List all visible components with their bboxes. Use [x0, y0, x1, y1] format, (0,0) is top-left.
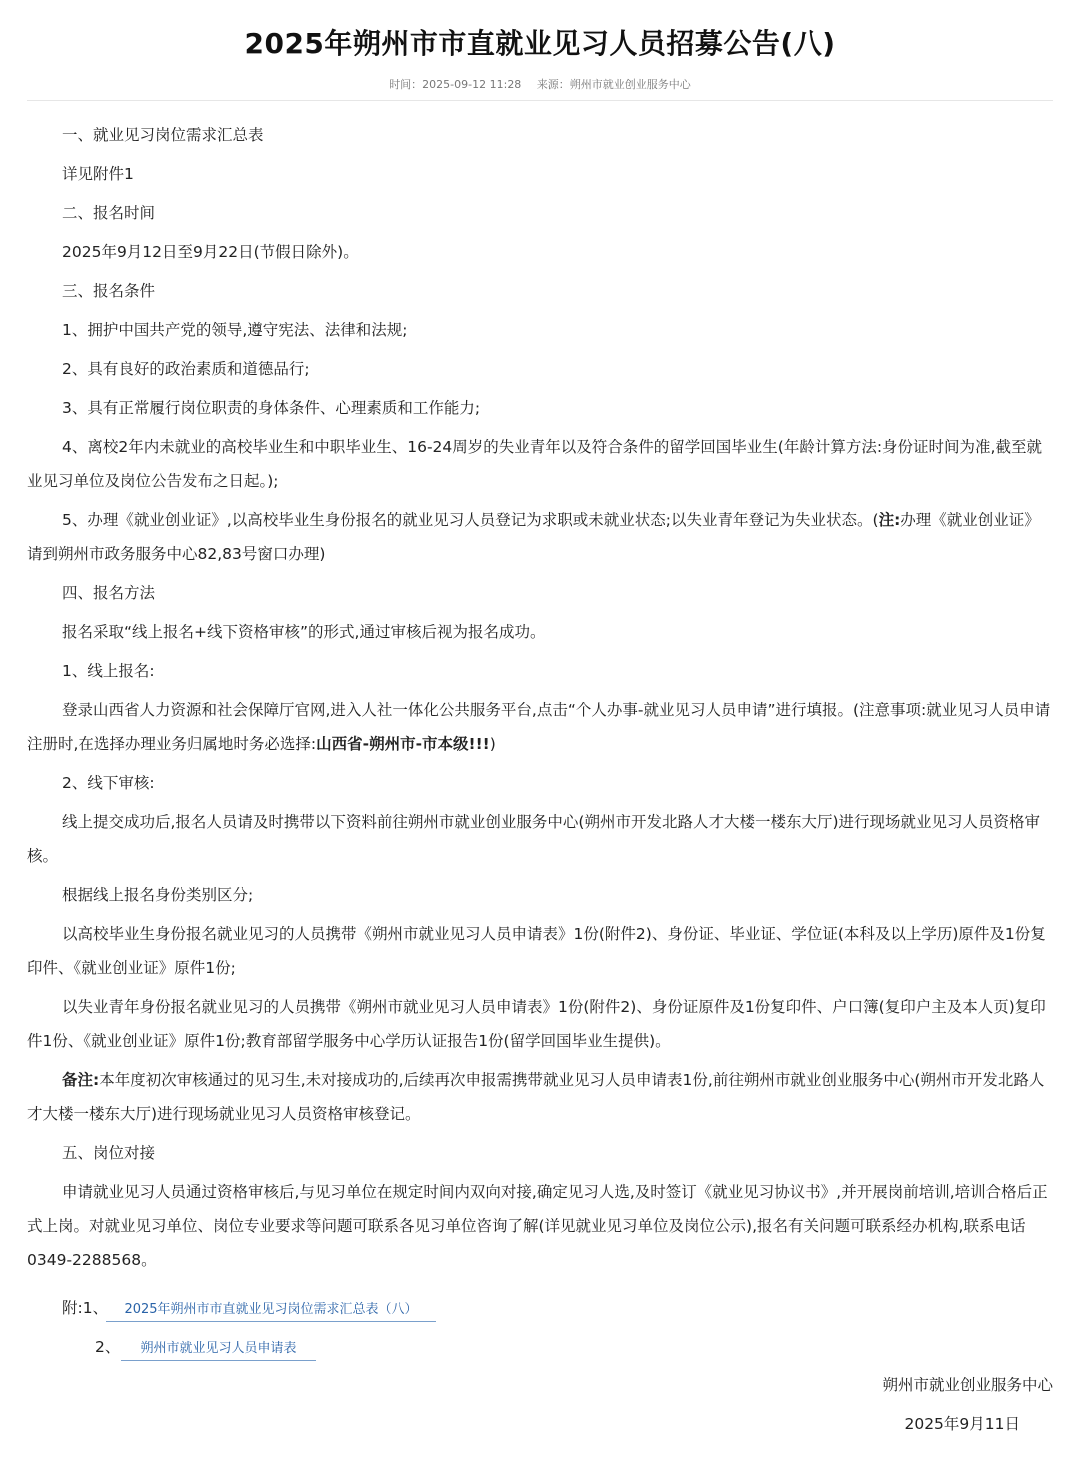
page-title: 2025年朔州市市直就业见习人员招募公告(八)	[244, 27, 836, 60]
paragraph-text: )	[489, 735, 496, 753]
article-source: 来源：朔州市就业创业服务中心	[536, 78, 691, 91]
attachment-link-1[interactable]: 2025年朔州市市直就业见习岗位需求汇总表（八）	[106, 1298, 436, 1322]
condition-item: 2、具有良好的政治素质和道德品行;	[62, 360, 310, 378]
condition-item: 1、拥护中国共产党的领导,遵守宪法、法律和法规;	[62, 321, 408, 339]
paragraph: 详见附件1	[62, 165, 134, 183]
note-label: 备注:	[62, 1071, 100, 1089]
condition-item: 3、具有正常履行岗位职责的身体条件、心理素质和工作能力;	[62, 399, 481, 417]
note-paragraph	[27, 1063, 1053, 1131]
condition-item: 4、离校2年内未就业的高校毕业生和中职毕业生、16-24周岁的失业青年以及符合条件的留学回国毕业生(年龄计算方法:身份证时间为准,截至就业见习单位及岗位公告发布之日起。);	[27, 438, 1042, 490]
condition-text: 5、办理《就业创业证》,以高校毕业生身份报名的就业见习人员登记为求职或未就业状态;以失业青年登记为失业状态。(	[62, 511, 879, 529]
attachment-link-2[interactable]: 朔州市就业见习人员申请表	[121, 1337, 316, 1361]
paragraph: 以失业青年身份报名就业见习的人员携带《朔州市就业见习人员申请表》1份(附件2)、身份证原件及1份复印件、户口簿(复印户主及本人页)复印件1份、《就业创业证》原件1份;教育部留学服务中心学历认证报告1份(留学回国毕业生提供)。	[27, 998, 1046, 1050]
paragraph: 2025年9月12日至9月22日(节假日除外)。	[62, 243, 359, 261]
paragraph: 根据线上报名身份类别区分;	[62, 886, 254, 904]
section-heading-1: 一、就业见习岗位需求汇总表	[62, 126, 264, 144]
issue-date: 2025年9月11日	[904, 1415, 1020, 1433]
section-heading-5: 五、岗位对接	[62, 1144, 156, 1162]
method-heading: 2、线下审核:	[62, 774, 155, 792]
paragraph: 申请就业见习人员通过资格审核后,与见习单位在规定时间内双向对接,确定见习人选,及时签订《就业见习协议书》,并开展岗前培训,培训合格后正式上岗。对就业见习单位、岗位专业要求等问题可联系各见习单位咨询了解(详见就业见习单位及岗位公示),报名有关问题可联系经办机构,联系电话0349-2288568。	[27, 1183, 1048, 1269]
paragraph: 报名采取“线上报名+线下资格审核”的形式,通过审核后视为报名成功。	[62, 623, 546, 641]
note-label: 注:	[878, 511, 901, 529]
condition-item	[27, 503, 1053, 571]
section-heading-2: 二、报名时间	[62, 204, 156, 222]
publish-time: 时间：2025-09-12 11:28	[389, 78, 522, 91]
paragraph: 以高校毕业生身份报名就业见习的人员携带《朔州市就业见习人员申请表》1份(附件2)、身份证、毕业证、学位证(本科及以上学历)原件及1份复印件、《就业创业证》原件1份;	[27, 925, 1046, 977]
attachment-label-1: 附:1、	[62, 1299, 109, 1317]
condition-text: 办理《就业创业证》请到朔州市政务服务中心82,83号窗口办理)	[27, 511, 1040, 563]
note-text: 本年度初次审核通过的见习生,未对接成功的,后续再次申报需携带就业见习人员申请表1份,前往朔州市就业创业服务中心(朔州市开发北路人才大楼一楼东大厅)进行现场就业见习人员资格审核登记。	[27, 1071, 1045, 1123]
paragraph: 线上提交成功后,报名人员请及时携带以下资料前往朔州市就业创业服务中心(朔州市开发北路人才大楼一楼东大厅)进行现场就业见习人员资格审核。	[27, 813, 1041, 865]
paragraph	[27, 693, 1053, 761]
article-body	[27, 118, 1053, 1282]
emphasis-text: 山西省-朔州市-市本级!!!	[316, 735, 490, 753]
paragraph-text: 登录山西省人力资源和社会保障厅官网,进入人社一体化公共服务平台,点击“个人办事-就业见习人员申请”进行填报。(注意事项:就业见习人员申请注册时,在选择办理业务归属地时务必选择:	[27, 701, 1051, 753]
section-heading-3: 三、报名条件	[62, 282, 156, 300]
method-heading: 1、线上报名:	[62, 662, 155, 680]
attachment-label-2: 2、	[95, 1338, 121, 1356]
section-heading-4: 四、报名方法	[62, 584, 156, 602]
article-meta	[0, 76, 1080, 92]
header-divider	[27, 100, 1053, 101]
issuer-org: 朔州市就业创业服务中心	[882, 1376, 1053, 1394]
